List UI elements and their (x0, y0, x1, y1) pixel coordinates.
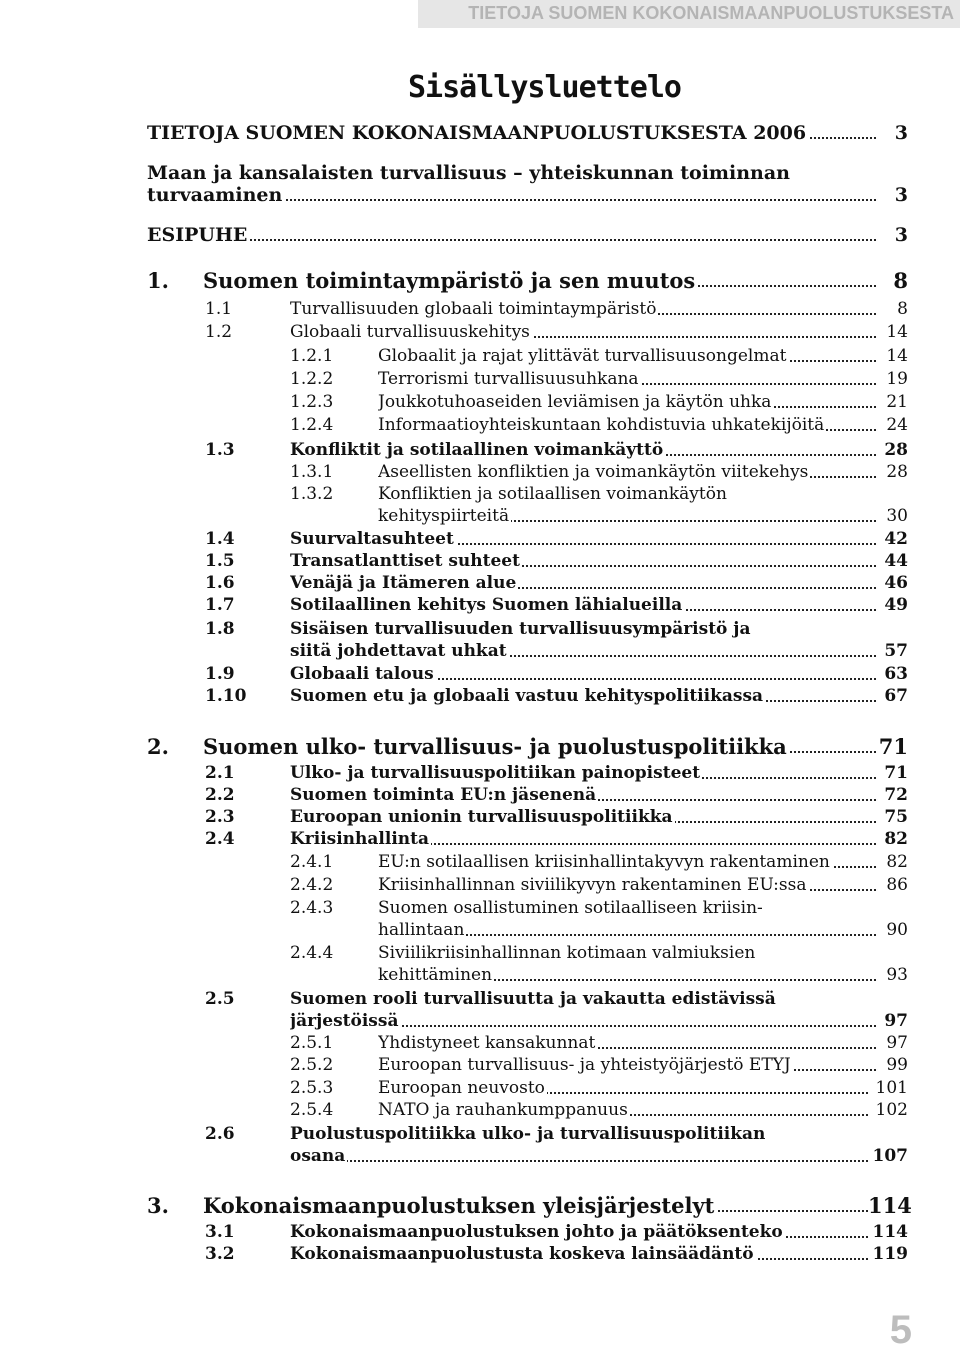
toc-entry-page: 46 (884, 573, 908, 593)
toc-entry-number: 2.4.3 (290, 898, 334, 918)
toc-entry-title: NATO ja rauhankumppanuus (378, 1100, 628, 1120)
toc-entry-number: 1.4 (205, 529, 235, 549)
toc-entry-title: EU:n sotilaallisen kriisinhallintakyvyn rakentaminen (378, 852, 830, 872)
toc-entry-page: 63 (884, 664, 908, 684)
toc-entry-page: 107 (872, 1146, 908, 1166)
toc-entry-leader (290, 1241, 868, 1267)
toc-entry-number: 1. (147, 268, 169, 293)
toc-entry-title: Konfliktien ja sotilaallisen voimankäytön (378, 484, 727, 504)
toc-entry-page: 71 (884, 763, 908, 783)
toc-entry-page: 114 (868, 1193, 912, 1218)
toc-entry-title: Globaali talous (290, 664, 434, 684)
toc-entry-number: 1.3 (205, 440, 235, 460)
toc-entry-title: Sotilaallinen kehitys Suomen lähialueilla (290, 595, 683, 615)
toc-entry-title: Maan ja kansalaisten turvallisuus – yhteiskunnan toiminnan (147, 162, 790, 184)
toc-entry-number: 1.2 (205, 322, 233, 342)
toc-entry-number: 1.5 (205, 551, 235, 571)
toc-entry-title: Konfliktit ja sotilaallinen voimankäyttö (290, 440, 664, 460)
toc-entry-page: 67 (884, 686, 908, 706)
toc-entry-leader (147, 182, 876, 208)
toc-entry (0, 962, 960, 988)
toc-entry (0, 1241, 960, 1267)
toc-entry (0, 734, 960, 760)
toc-entry-number: 3. (147, 1193, 169, 1218)
toc-entry-title: Puolustuspolitiikka ulko- ja turvallisuuspolitiikan (290, 1124, 766, 1144)
toc-entry-title: Euroopan turvallisuus- ja yhteistyöjärjestö ETYJ (378, 1055, 791, 1075)
toc-entry-title: hallintaan (378, 920, 465, 940)
toc-entry-number: 2.4 (205, 829, 235, 849)
toc-entry-title: Aseellisten konfliktien ja voimankäytön viitekehys (378, 462, 809, 482)
toc-entry-page: 28 (886, 462, 908, 482)
toc-entry-title: Joukkotuhoaseiden leviämisen ja käytön uhka (378, 392, 772, 412)
toc-entry-title: Sisäisen turvallisuuden turvallisuusympäristö ja (290, 619, 751, 639)
toc-entry-title: järjestöissä (290, 1011, 399, 1031)
toc-entry-page: 93 (886, 965, 908, 985)
toc-entry-page: 82 (884, 829, 908, 849)
toc-entry-number: 2.5.2 (290, 1055, 334, 1075)
toc-entry (0, 1143, 960, 1169)
toc-entry-number: 2.2 (205, 785, 235, 805)
toc-entry-page: 119 (872, 1244, 908, 1264)
toc-entry-page: 114 (872, 1222, 908, 1242)
toc-entry-page: 57 (884, 641, 908, 661)
toc-entry-number: 1.2.3 (290, 392, 334, 412)
toc-entry-number: 3.1 (205, 1222, 235, 1242)
toc-entry-title: Siviilikriisinhallinnan kotimaan valmiuksien (378, 943, 756, 963)
toc-entry-page: 82 (886, 852, 908, 872)
toc-entry-title: kehityspiirteitä (378, 506, 510, 526)
toc-entry-number: 1.8 (205, 619, 235, 639)
toc-entry-title: Kokonaismaanpuolustuksen johto ja päätöksenteko (290, 1222, 783, 1242)
toc-entry-page: 75 (884, 807, 908, 827)
toc-entry-number: 1.3.2 (290, 484, 334, 504)
toc-entry-number: 1.1 (205, 299, 233, 319)
toc-entry-title: turvaaminen (147, 184, 283, 206)
toc-entry-page: 24 (886, 415, 908, 435)
toc-entry-leader (147, 222, 876, 248)
toc-entry-leader (378, 1097, 868, 1123)
toc-entry-page: 72 (884, 785, 908, 805)
toc-entry-page: 101 (875, 1078, 908, 1098)
toc-entry-number: 2.5.3 (290, 1078, 334, 1098)
toc-entry-leader (378, 412, 876, 438)
toc-entry-title: osana (290, 1146, 346, 1166)
toc-entry-leader (203, 1193, 868, 1219)
toc-entry-leader (378, 962, 876, 988)
page-title: Sisällysluettelo (408, 70, 681, 105)
toc-entry-page: 3 (894, 184, 908, 206)
toc-entry-title: Yhdistyneet kansakunnat (378, 1033, 596, 1053)
running-header-title: TIETOJA SUOMEN KOKONAISMAANPUOLUSTUKSESTA (468, 3, 954, 23)
toc-entry-number: 1.10 (205, 686, 247, 706)
toc-entry-page: 8 (893, 268, 908, 293)
toc-entry-page: 21 (886, 392, 908, 412)
toc-entry-number: 1.2.2 (290, 369, 334, 389)
toc-entry-leader (290, 592, 876, 618)
toc-entry-page: 97 (884, 1011, 908, 1031)
toc-entry-title: siitä johdettavat uhkat (290, 641, 507, 661)
toc-entry-title: Suomen rooli turvallisuutta ja vakautta edistävissä (290, 989, 776, 1009)
toc-entry-number: 2.4.4 (290, 943, 334, 963)
toc-entry (0, 268, 960, 294)
toc-entry-title: Suomen ulko- turvallisuus- ja puolustuspolitiikka (203, 734, 787, 759)
toc-entry-leader (147, 120, 876, 146)
toc-entry-title: Kriisinhallinnan siviilikyvyn rakentaminen EU:ssa (378, 875, 807, 895)
toc-entry-page: 90 (886, 920, 908, 940)
toc-entry (0, 412, 960, 438)
toc-entry-number: 2.5 (205, 989, 235, 1009)
toc-entry-number: 1.9 (205, 664, 235, 684)
toc-entry (0, 1193, 960, 1219)
toc-entry-title: Globaali turvallisuuskehitys (290, 322, 530, 342)
toc-entry-page: 99 (886, 1055, 908, 1075)
toc-entry-number: 2.4.2 (290, 875, 334, 895)
toc-entry-page: 42 (884, 529, 908, 549)
toc-entry-title: Globaalit ja rajat ylittävät turvallisuusongelmat (378, 346, 787, 366)
toc-entry-title: Turvallisuuden globaali toimintaympäristö (290, 299, 657, 319)
toc-entry-page: 102 (875, 1100, 908, 1120)
toc-entry-title: Venäjä ja Itämeren alue (290, 573, 517, 593)
toc-entry-page: 14 (886, 322, 908, 342)
toc-entry-title: Ulko- ja turvallisuuspolitiikan painopisteet (290, 763, 701, 783)
toc-entry (0, 182, 960, 208)
toc-entry-leader (290, 1143, 868, 1169)
toc-entry-number: 2.3 (205, 807, 235, 827)
toc-entry-title: Suurvaltasuhteet (290, 529, 454, 549)
toc-entry-title: Suomen toimintaympäristö ja sen muutos (203, 268, 696, 293)
toc-entry-number: 1.2.1 (290, 346, 334, 366)
toc-entry-title: kehittäminen (378, 965, 493, 985)
toc-entry-title: Informaatioyhteiskuntaan kohdistuvia uhkatekijöitä (378, 415, 825, 435)
toc-entry (0, 319, 960, 345)
toc-entry-number: 2. (147, 734, 169, 759)
toc-entry (0, 1097, 960, 1123)
toc-entry-number: 1.7 (205, 595, 235, 615)
toc-entry-page: 19 (886, 369, 908, 389)
page-number: 5 (889, 1308, 912, 1352)
toc-entry-number: 2.6 (205, 1124, 235, 1144)
toc-entry-title: Kokonaismaanpuolustusta koskeva lainsäädäntö (290, 1244, 754, 1264)
toc-entry (0, 592, 960, 618)
toc-entry-title: Kriisinhallinta (290, 829, 430, 849)
toc-entry (0, 120, 960, 146)
toc-entry-leader (203, 268, 876, 294)
toc-entry-page: 97 (886, 1033, 908, 1053)
toc-entry-page: 28 (884, 440, 908, 460)
toc-entry-number: 3.2 (205, 1244, 235, 1264)
toc-entry-number: 1.6 (205, 573, 235, 593)
toc-entry-title: Suomen toiminta EU:n jäsenenä (290, 785, 597, 805)
toc-entry-leader (290, 683, 876, 709)
toc-entry-number: 2.1 (205, 763, 235, 783)
toc-entry-page: 3 (894, 122, 908, 144)
toc-entry (0, 222, 960, 248)
toc-entry-leader (290, 319, 876, 345)
toc-entry-number: 2.5.4 (290, 1100, 334, 1120)
toc-entry-title: TIETOJA SUOMEN KOKONAISMAANPUOLUSTUKSESTA 2006 (147, 122, 807, 144)
toc-entry-number: 1.2.4 (290, 415, 334, 435)
toc-entry (0, 683, 960, 709)
toc-entry-page: 44 (884, 551, 908, 571)
toc-entry-number: 2.5.1 (290, 1033, 334, 1053)
toc-entry-page: 30 (886, 506, 908, 526)
toc-entry-title: Transatlanttiset suhteet (290, 551, 520, 571)
toc-entry-number: 1.3.1 (290, 462, 334, 482)
toc-entry-title: ESIPUHE (147, 224, 248, 246)
toc-entry-title: Kokonaismaanpuolustuksen yleisjärjestelyt (203, 1193, 715, 1218)
toc-entry-page: 71 (878, 734, 908, 759)
toc-entry-title: Euroopan neuvosto (378, 1078, 545, 1098)
toc-entry-page: 3 (894, 224, 908, 246)
toc-entry-title: Euroopan unionin turvallisuuspolitiikka (290, 807, 673, 827)
toc-entry-page: 8 (897, 299, 908, 319)
toc-entry-page: 86 (886, 875, 908, 895)
toc-entry-title: Terrorismi turvallisuusuhkana (378, 369, 639, 389)
toc-entry-page: 49 (884, 595, 908, 615)
toc-entry-title: Suomen osallistuminen sotilaalliseen kriisin- (378, 898, 763, 918)
toc-entry-title: Suomen etu ja globaali vastuu kehityspolitiikassa (290, 686, 764, 706)
toc-entry-page: 14 (886, 346, 908, 366)
toc-entry-number: 2.4.1 (290, 852, 334, 872)
toc-entry-leader (203, 734, 876, 760)
